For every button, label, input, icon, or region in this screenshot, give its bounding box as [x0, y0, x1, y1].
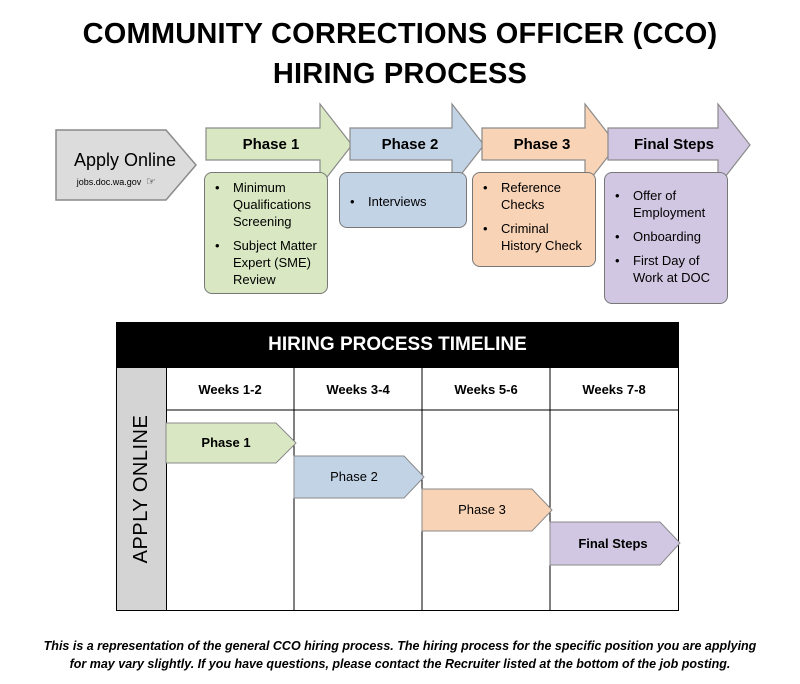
- timeline-bar-label-2: Phase 2: [330, 469, 378, 484]
- list-item: • Interviews: [368, 193, 462, 210]
- list-item: • Reference Checks: [501, 179, 591, 213]
- timeline-bar-label-1: Phase 1: [201, 435, 251, 450]
- week-header-1: Weeks 1-2: [198, 381, 262, 397]
- disclaimer-line-1: This is a representation of the general CCO hiring process. The hiring process for the specific position you are applying: [43, 639, 757, 653]
- list-item: • Subject Matter Expert (SME) Review: [233, 237, 323, 288]
- page-title-line-1: COMMUNITY CORRECTIONS OFFICER (CCO): [82, 18, 718, 50]
- page-title-line-2: HIRING PROCESS: [272, 58, 528, 90]
- apply-online-label: Apply Online: [73, 150, 177, 170]
- apply-online-url[interactable]: jobs.doc.wa.gov: [76, 177, 142, 187]
- list-item: • Onboarding: [633, 228, 723, 245]
- phase-2-label: Phase 2: [381, 135, 439, 153]
- list-item: • Offer of Employment: [633, 187, 723, 221]
- phase-3-label: Phase 3: [513, 135, 571, 153]
- week-header-3: Weeks 5-6: [454, 381, 518, 397]
- list-item: • Criminal History Check: [501, 220, 591, 254]
- week-header-4: Weeks 7-8: [582, 381, 646, 397]
- list-item: • Minimum Qualifications Screening: [233, 179, 323, 230]
- timeline-bar-label-3: Phase 3: [458, 502, 506, 517]
- disclaimer-line-2: for may vary slightly. If you have questions, please contact the Recruiter listed at the bottom of the job posting.: [69, 657, 731, 671]
- timeline-bar-label-4: Final Steps: [578, 536, 648, 551]
- list-item: • First Day of Work at DOC: [633, 252, 723, 286]
- timeline-side-label: APPLY ONLINE: [130, 414, 152, 564]
- timeline-title: HIRING PROCESS TIMELINE: [116, 322, 679, 368]
- final-steps-label: Final Steps: [633, 135, 715, 153]
- pointer-hand-icon: ☞: [146, 176, 156, 188]
- week-header-2: Weeks 3-4: [326, 381, 390, 397]
- phase-1-label: Phase 1: [242, 135, 300, 153]
